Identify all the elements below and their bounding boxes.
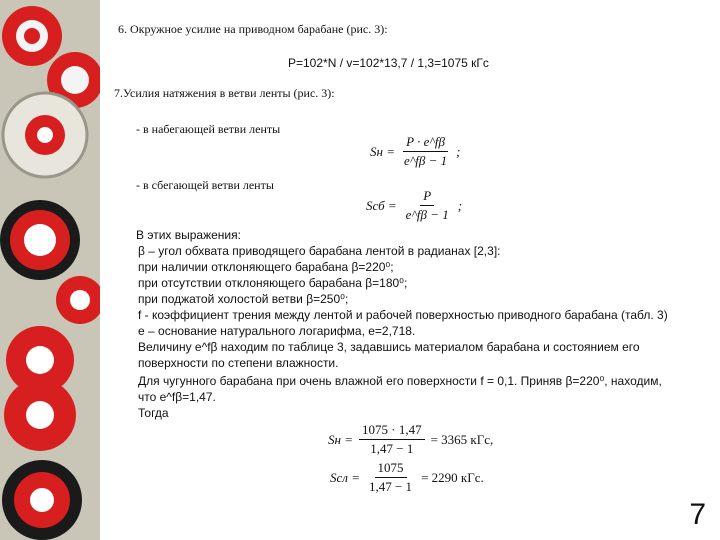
formula-lhs: Sсб = <box>366 197 397 213</box>
fraction <box>359 422 425 457</box>
numerator: 1075 · 1,47 <box>359 422 425 440</box>
beta-definition: β – угол обхвата приводящего барабана лентой в радианах [2,3]: <box>138 244 501 258</box>
gear-icon-8 <box>2 460 82 540</box>
e-definition: е – основание натурального логарифма, е=2,718. <box>138 324 416 338</box>
formula-s-sb: Sсб = $\frac{P}{e\^{}f\beta - 1}$ ; <box>366 188 463 222</box>
section7-heading: 7.Усилия натяжения в ветви ленты (рис. 3): <box>114 86 335 100</box>
formula-rhs: = 2290 кГс. <box>421 469 484 485</box>
formula-s-n: Sн = $\frac{P \cdot e\^{}f\beta}{e\^{}f\beta - 1}$ ; <box>370 134 461 168</box>
gear-icon-3 <box>3 93 87 177</box>
result-s-n <box>328 422 493 457</box>
beta-case-2: при отсутствии отклоняющего барабана β=180⁰; <box>138 276 408 290</box>
item-run-off: - в сбегающей ветви ленты <box>136 178 274 192</box>
beta-case-1: при наличии отклоняющего барабана β=220⁰; <box>138 260 394 274</box>
gear-icon-4 <box>0 200 80 280</box>
denominator: 1,47 − 1 <box>368 479 413 494</box>
numerator: P · e^fβ <box>403 134 448 152</box>
fraction <box>403 188 452 223</box>
formula-lhs: Sн = <box>370 143 395 159</box>
cast-line-2: что e^fβ=1,47. <box>138 390 216 404</box>
beta-case-3: при поджатой холостой ветви β=250⁰; <box>138 292 349 306</box>
gear-icon-1 <box>2 6 62 66</box>
numerator: P <box>420 188 434 206</box>
value-line-2: поверхности по степени влажности. <box>138 356 339 370</box>
cast-line-1: Для чугунного барабана при очень влажной его поверхности f = 0,1. Приняв β=220⁰, находим, <box>138 374 662 388</box>
result-s-sl <box>330 460 484 495</box>
section6-heading: 6. Окружное усилие на приводном барабане (рис. 3): <box>118 22 388 36</box>
formula-lhs: Sсл = <box>330 469 360 485</box>
denominator: 1,47 − 1 <box>370 441 414 456</box>
page-number: 7 <box>689 498 706 531</box>
denominator: e^fβ − 1 <box>403 153 448 168</box>
fraction <box>366 460 415 495</box>
value-line-1: Величину e^fβ находим по таблице 3, задавшись материалом барабана и состоянием его <box>138 340 640 354</box>
formula-rhs: = 3365 кГс, <box>430 431 494 447</box>
slide-content <box>108 0 708 540</box>
item-run-on: - в набегающей ветви ленты <box>136 122 281 136</box>
f-definition: f - коэффициент трения между лентой и рабочей поверхностью приводного барабана (табл. 3) <box>138 308 668 322</box>
fraction <box>401 134 450 169</box>
numerator: 1075 <box>375 460 407 478</box>
notes-intro: В этих выражения: <box>136 228 241 242</box>
formula-lhs: Sн = <box>328 431 353 447</box>
gear-icon-7 <box>4 379 76 451</box>
denominator: e^fβ − 1 <box>405 207 449 222</box>
decorative-gear-strip <box>0 0 100 540</box>
then-label: Тогда <box>138 406 169 420</box>
section6-formula: P=102*N / v=102*13,7 / 1,3=1075 кГс <box>288 56 489 70</box>
